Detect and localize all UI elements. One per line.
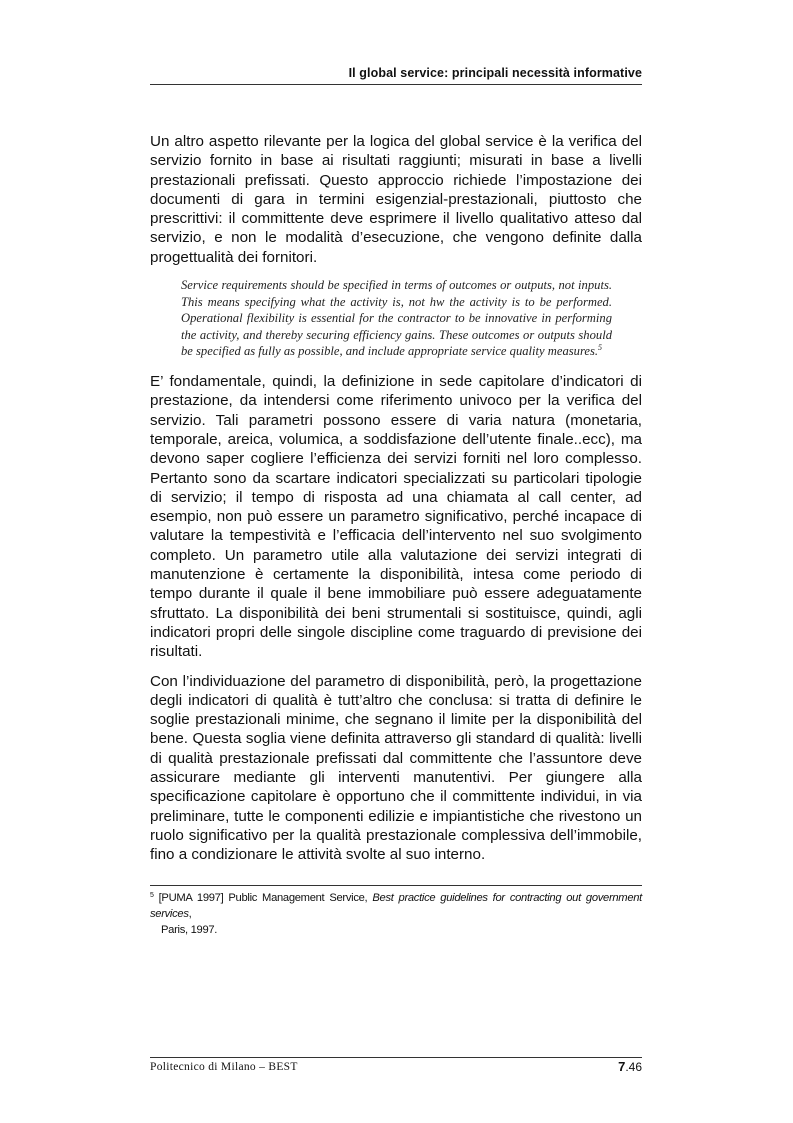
quote-text: Service requirements should be specified in terms of outcomes or outputs, not inputs. This means specifying what the activity is, not hw the activity is to be performed. Operational flexibility is essential for the contractor to be innovative in performing the activity, and thereby securing efficiency gains. These outcomes or outputs should be specified as fully as possible, and include appropriate service quality measures.	[181, 278, 612, 359]
footnote-continuation: Paris, 1997.	[161, 924, 218, 936]
paragraph-2: E’ fondamentale, quindi, la definizione in sede capitolare d’indicatori di prestazione, da intendersi come riferimento univoco per la verifica del servizio. Tali parametri possono essere di varia natura (monetaria, temporale, areica, volumica, a soddisfazione dell’utente finale..ecc), ma devono saper cogliere l’efficienza dei servizi forniti nel loro complesso. Pertanto sono da scartare indicatori specializzati su particolari tipologie di servizio; il tempo di risposta ad una chiamata al call center, ad esempio, non può essere un parametro significativo, perché incapace di valutare la tempestività e l’efficacia dell’intervento nel suo svolgimento completo. Un parametro utile alla valutazione dei servizi integrati di manutenzione è certamente la disponibilità, intesa come periodo di tempo durante il quale il bene immobiliare può essere adeguatamente sfruttato. La disponibilità dei beni strumentali si sostituisce, quindi, agli indicatori propri delle singole discipline come traguardo di previsione dei risultati.	[150, 373, 642, 661]
block-quote	[181, 277, 612, 360]
footnote-reference[interactable]: 5	[598, 343, 603, 353]
chapter-number: 7	[618, 1059, 626, 1074]
page-number	[618, 1059, 642, 1074]
page-number-suffix: .46	[625, 1060, 642, 1074]
footnote-number: 5	[150, 892, 154, 899]
footnote-title: Best practice guidelines for contracting out government services	[150, 892, 642, 920]
body-text	[150, 132, 642, 874]
paragraph-1: Un altro aspetto rilevante per la logica del global service è la verifica del servizio fornito in base ai risultati raggiunti; misurati in base a livelli prestazionali prefissati. Questo approccio richiede l’impostazione dei documenti di gara in termini esigenzial-prestazionali, piuttosto che prescrittivi: il committente deve esprimere il livello qualitativo atteso dal servizio, e non le modalità d’esecuzione, che vengono definite dalla progettualità dei fornitori.	[150, 133, 642, 266]
footer-institution: Politecnico di Milano – BEST	[150, 1061, 298, 1073]
footnote	[150, 890, 642, 938]
header-rule	[150, 84, 642, 85]
running-header: Il global service: principali necessità informative	[348, 66, 642, 80]
footnote-citation: [PUMA 1997] Public Management Service,	[158, 892, 373, 904]
paragraph-3: Con l’individuazione del parametro di disponibilità, però, la progettazione degli indicatori di qualità è tutt’altro che conclusa: si tratta di definire le soglie prestazionali minime, che segnano il limite per la disponibilità del bene. Questa soglia viene definita attraverso gli standard di qualità: livelli di qualità prestazionale prefissati dal committente che l’assuntore deve assicurare mediante gli interventi manutentivi. Per giungere alla specificazione capitolare è opportuno che il committente individui, in via preliminare, tutte le componenti edilizie e impiantistiche che rivestono un ruolo significativo per la qualità prestazionale complessiva dell’immobile, fino a condizionare le attività svolte al suo interno.	[150, 672, 642, 864]
footnote-rule	[150, 885, 642, 886]
footer-rule	[150, 1057, 642, 1058]
footnote-punct: ,	[188, 908, 192, 920]
